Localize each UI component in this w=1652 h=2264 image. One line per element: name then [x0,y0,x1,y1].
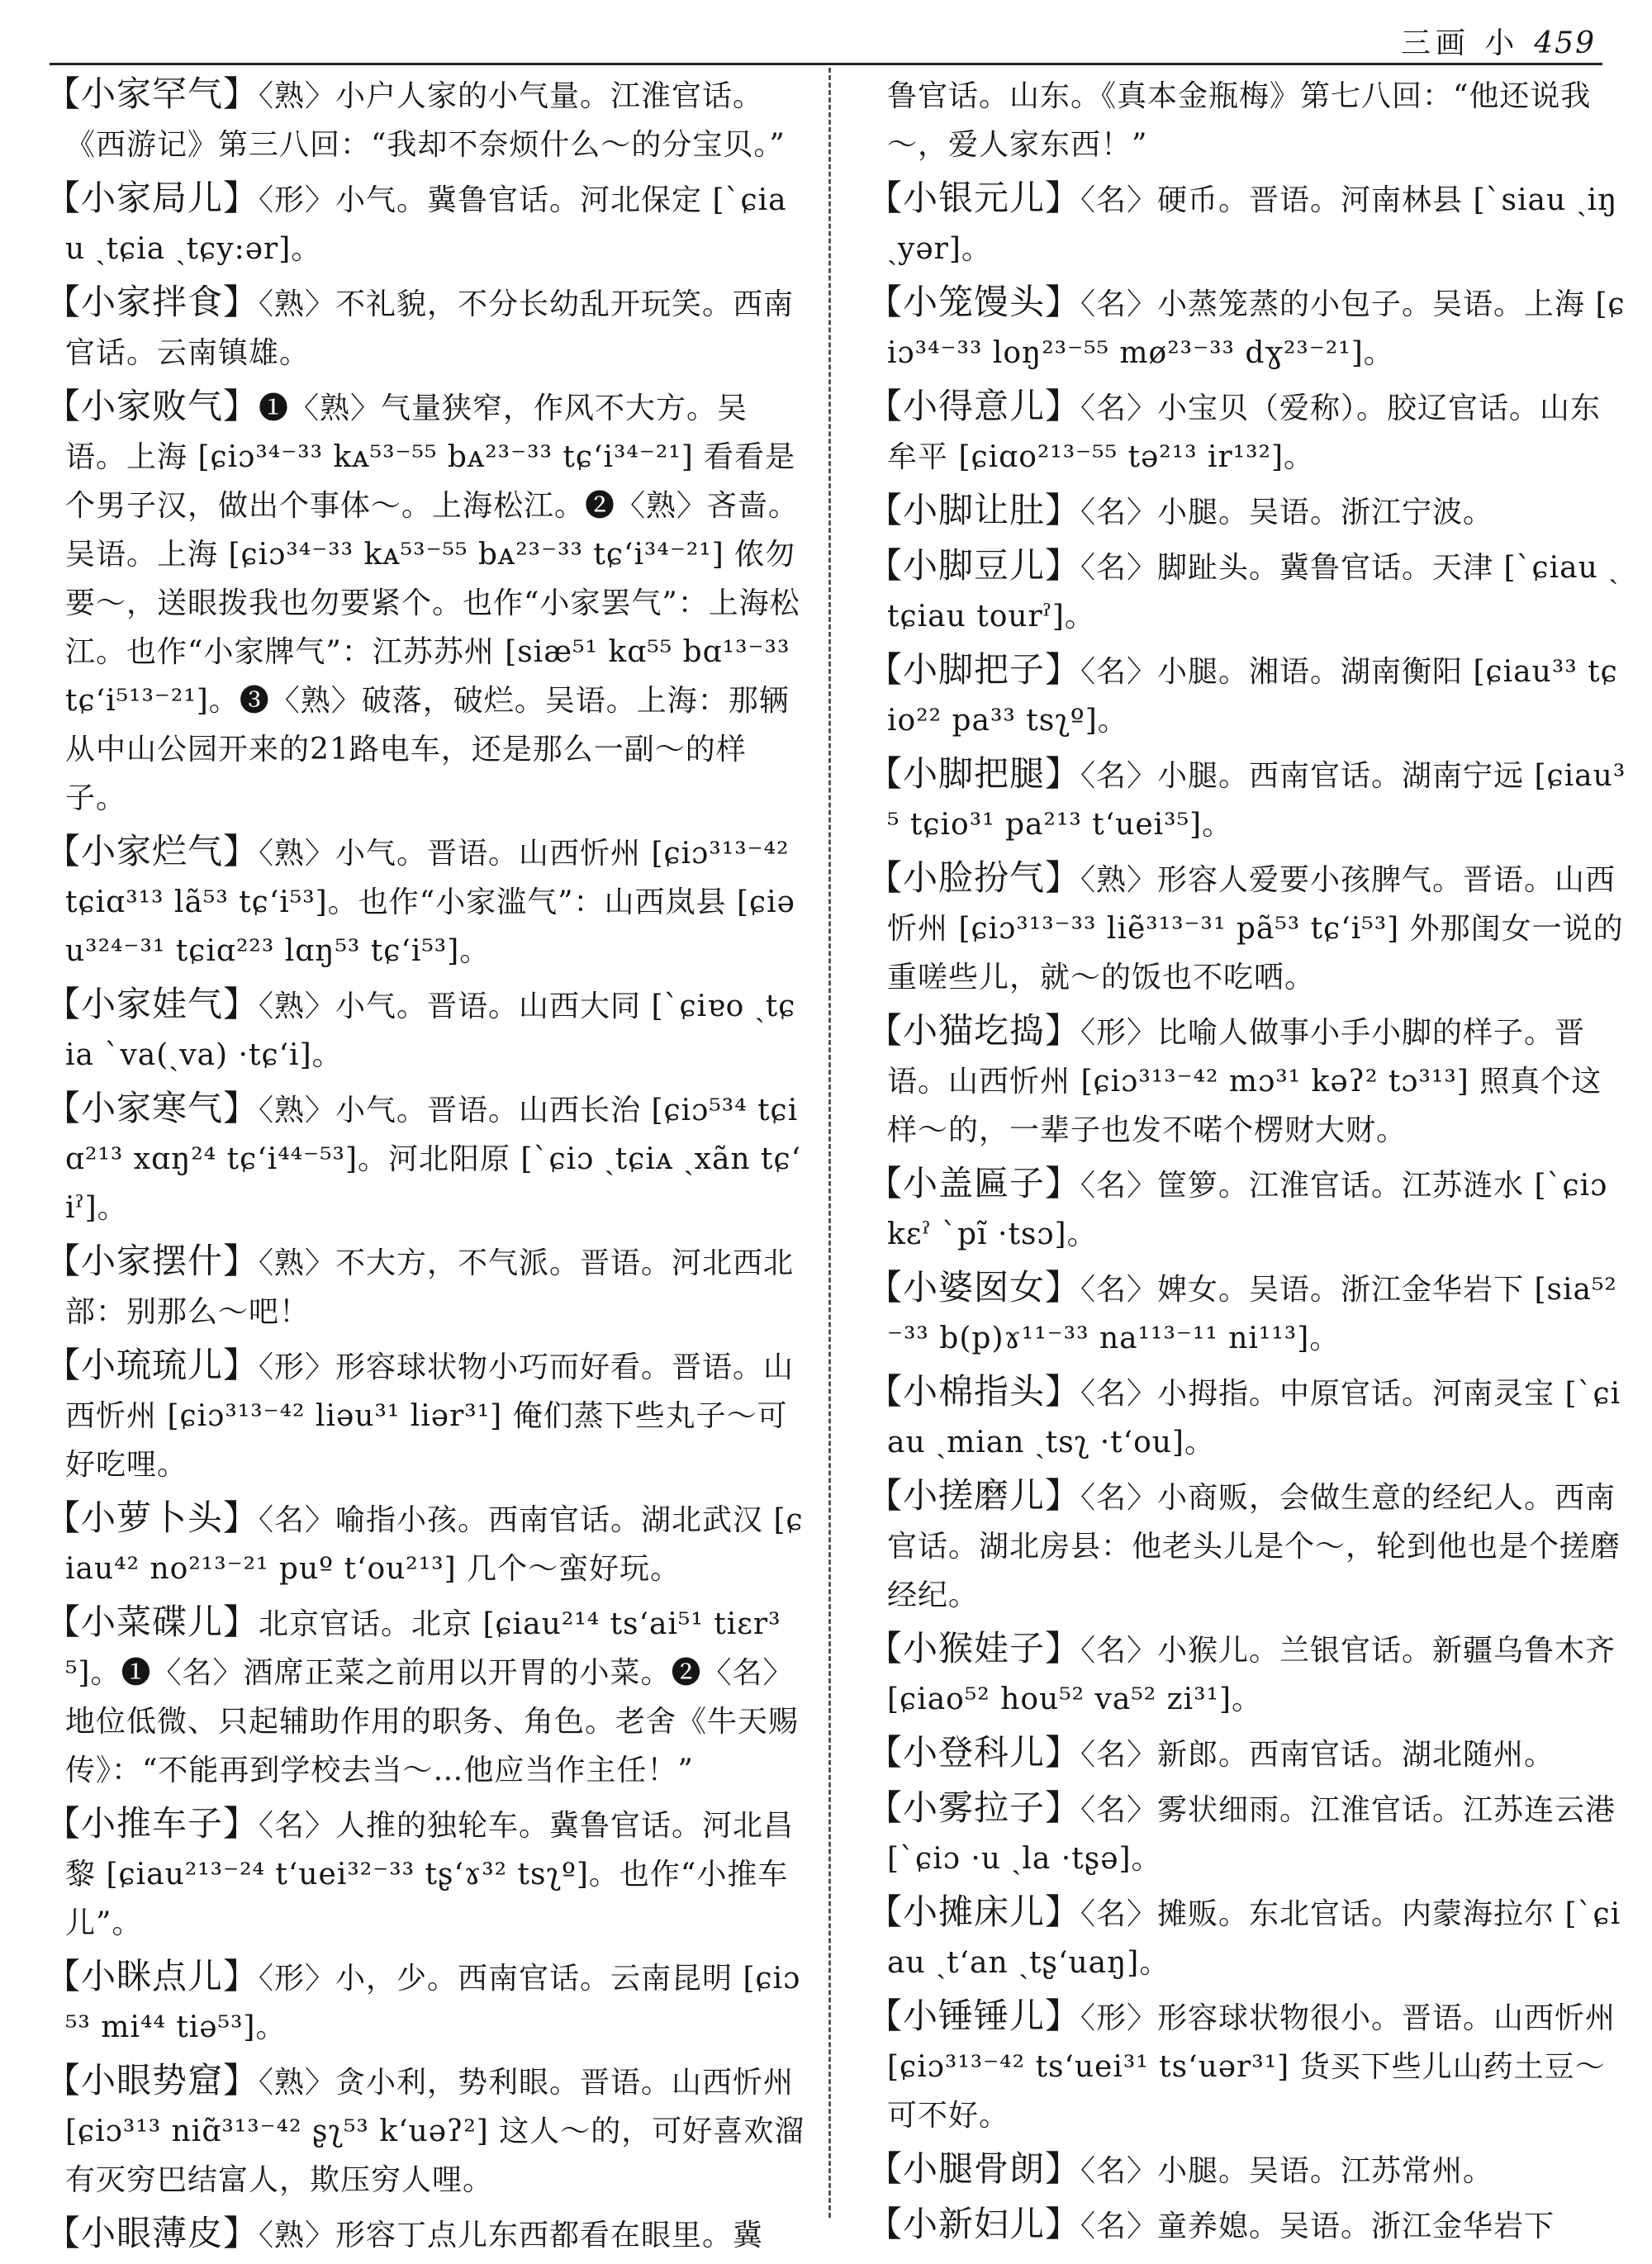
dictionary-entry [867,278,1627,377]
entry-headword: 【小银元儿】 [867,178,1081,218]
header-rule [50,63,1602,65]
dictionary-entry [45,1341,805,1489]
dictionary-entry [867,382,1627,482]
dictionary-entry [867,173,1627,273]
entry-headword: 【小猫圪捣】 [867,1010,1081,1051]
entry-definition: 〈熟〉不大方，不气派。晋语。河北西北部：别那么～吧！ [65,1246,795,1329]
entry-headword: 【小盖匾子】 [867,1163,1081,1203]
entry-headword: 【小萝卜头】 [45,1497,259,1538]
entry-definition: 〈形〉小气。冀鲁官话。河北保定 [ˋɕiau ˏtɕia ˏtɕy:ər]。 [65,183,787,266]
entry-definition: 〈名〉童养媳。吴语。浙江金华岩下 [1080,2209,1555,2243]
entry-headword: 【小家娃气】 [45,984,259,1024]
entry-headword: 【小家局儿】 [45,178,259,218]
entry-definition: 〈名〉小商贩，会做生意的经纪人。西南官话。湖北房县：他老头儿是个～，轮到他也是个搓磨经纪。 [887,1481,1621,1612]
entry-headword: 【小眼薄皮】 [45,2213,259,2253]
entry-definition: 鲁官话。山东。《真本金瓶梅》第七八回：“他还说我～，爱人家东西！” [887,79,1592,162]
dictionary-entry [45,1084,805,1232]
dictionary-entry [45,1493,805,1593]
entry-headword: 【小摊床儿】 [867,1891,1081,1932]
entry-definition: 〈名〉小蒸笼蒸的小包子。吴语。上海 [ɕiɔ³⁴⁻³³ loŋ²³⁻⁵⁵ mø²³⁻³³ dɣ²³⁻²¹]。 [887,287,1626,370]
dictionary-entry [867,541,1627,641]
entry-headword: 【小脚豆儿】 [867,545,1081,586]
dictionary-entry [45,1597,805,1795]
entry-definition: 〈熟〉形容人爱要小孩脾气。晋语。山西忻州 [ɕiɔ³¹³⁻³³ liẽ³¹³⁻³¹ pã⁵³ tɕʻi⁵³] 外那闺女一说的重嗟些儿，就～的饭也不吃哂。 [887,863,1624,994]
entry-definition: 〈名〉摊贩。东北官话。内蒙海拉尔 [ˋɕiau ˏtʻan ˏtʂʻuaŋ]。 [887,1897,1621,1980]
dictionary-entry [867,1624,1627,1724]
entry-definition: 〈名〉雾状细雨。江淮官话。江苏连云港 [ˋɕiɔ ·u ˏla ·tʂə]。 [887,1793,1616,1876]
entry-definition: 〈名〉小腿。湘语。湖南衡阳 [ɕiau³³ tɕio²² pa³³ tsʅº]。 [887,655,1618,738]
page-header [50,15,1602,61]
entry-headword: 【小家摆什】 [45,1241,259,1281]
dictionary-entry [45,1799,805,1948]
entry-headword: 【小家拌食】 [45,282,259,322]
left-column [45,69,805,2264]
entry-headword: 【小腿骨朗】 [867,2148,1081,2189]
entry-definition: 〈名〉筐箩。江淮官话。江苏涟水 [ˋɕiɔ kɛˀ ˋpĩ ·tsɔ]。 [887,1169,1608,1251]
dictionary-entry [45,827,805,975]
entry-headword: 【小琉琉儿】 [45,1345,259,1385]
entry-definition: 〈熟〉小气。晋语。山西忻州 [ɕiɔ³¹³⁻⁴² tɕiɑ³¹³ lã⁵³ tɕʻi⁵³]。也作“小家滥气”：山西岚县 [ɕiəu³²⁴⁻³¹ tɕiɑ²²³ lɑŋ⁵³ tɕʻi⁵³]。 [65,837,795,968]
entry-headword: 【小眯点儿】 [45,1956,259,1996]
entry-definition: 〈形〉小，少。西南官话。云南昆明 [ɕiɔ⁵³ mi⁴⁴ tiə⁵³]。 [65,1962,801,2044]
dictionary-entry [45,2056,805,2205]
entry-headword: 【小婆囡女】 [867,1267,1081,1308]
column-divider [828,68,831,2218]
entry-headword: 【小脸扮气】 [867,857,1081,898]
dictionary-entry [867,486,1627,537]
entry-definition: 〈熟〉贪小利，势利眼。晋语。山西忻州 [ɕiɔ³¹³ niɑ̃³¹³⁻⁴² ʂʅ⁵³ kʻuəʔ²] 这人～的，可好喜欢溜有灭穷巴结富人，欺压穷人哩。 [65,2066,805,2197]
running-header [1401,20,1596,62]
entry-definition: 〈名〉脚趾头。冀鲁官话。天津 [ˋɕiau ˏtɕiau tourˀ]。 [887,551,1620,634]
dictionary-entry [867,1263,1627,1363]
dictionary-entry [867,749,1627,849]
right-column [867,69,1627,2255]
entry-headword: 【小登科儿】 [867,1732,1081,1773]
entry-headword: 【小脚让肚】 [867,490,1081,530]
entry-headword: 【小猴娃子】 [867,1628,1081,1668]
entry-definition: 北京官话。北京 [ɕiau²¹⁴ tsʻai⁵¹ tiɛr³⁵]。❶〈名〉酒席正菜之前用以开胃的小菜。❷〈名〉地位低微、只起辅助作用的职务、角色。老舍《牛天赐传》：“不能再到学校去当～…他应当作主任！” [65,1607,800,1787]
entry-definition: 〈名〉小腿。西南官话。湖南宁远 [ɕiau³⁵ tɕio³¹ pa²¹³ tʻuei³⁵]。 [887,759,1626,842]
entry-definition: 〈熟〉不礼貌，不分长幼乱开玩笑。西南官话。云南镇雄。 [65,287,795,370]
entry-definition: 〈熟〉形容丁点儿东西都看在眼里。冀 [259,2219,764,2252]
entry-headword: 【小家寒气】 [45,1088,259,1128]
dictionary-entry [45,980,805,1080]
entry-definition: 〈名〉婢女。吴语。浙江金华岩下 [sia⁵²⁻³³ b(p)ɤ¹¹⁻³³ na¹¹³⁻¹¹ ni¹¹³]。 [887,1273,1617,1355]
entry-headword: 【小新妇儿】 [867,2204,1081,2244]
entry-headword: 【小脚把腿】 [867,753,1081,794]
dictionary-entry [45,1236,805,1336]
entry-definition: 〈形〉形容球状物小巧而好看。晋语。山西忻州 [ɕiɔ³¹³⁻⁴² liəu³¹ liər³¹] 俺们蒸下些丸子～可好吃哩。 [65,1350,795,1482]
dictionary-entry [867,69,1627,169]
entry-definition: 〈名〉新郎。西南官话。湖北随州。 [1080,1738,1555,1772]
dictionary-entry [867,1159,1627,1259]
dictionary-entry [867,1728,1627,1779]
dictionary-entry [45,278,805,377]
entry-definition: 〈名〉小拇指。中原官话。河南灵宝 [ˋɕiau ˏmian ˏtsʅ ·tʻou]。 [887,1377,1621,1459]
dictionary-entry [45,382,805,823]
entry-headword: 【小家败气】 [45,386,259,426]
entry-headword: 【小菜碟儿】 [45,1602,259,1642]
entry-definition: 〈熟〉小气。晋语。山西大同 [ˋɕiɐo ˏtɕia ˋva(ˏva) ·tɕʻi]。 [65,990,796,1072]
entry-definition: 〈名〉喻指小孩。西南官话。湖北武汉 [ɕiau⁴² no²¹³⁻²¹ puº tʻou²¹³] 几个～蛮好玩。 [65,1503,804,1586]
entry-definition: 〈形〉比喻人做事小手小脚的样子。晋语。山西忻州 [ɕiɔ³¹³⁻⁴² mɔ³¹ kəʔ² tɔ³¹³] 照真个这样～的，一辈子也发不喏个楞财大财。 [887,1016,1602,1147]
entry-definition: 〈名〉小宝贝（爱称）。胶辽官话。山东牟平 [ɕiɑo²¹³⁻⁵⁵ tə²¹³ ir¹³²]。 [887,392,1602,474]
header-section: 三画 小 [1400,26,1520,60]
entry-headword: 【小笼馒头】 [867,282,1081,322]
dictionary-entry [45,69,805,169]
entry-definition: 〈名〉小腿。吴语。浙江宁波。 [1080,496,1494,529]
dictionary-entry [867,853,1627,1002]
dictionary-entry [45,2209,805,2260]
dictionary-entry [867,645,1627,745]
entry-headword: 【小家罕气】 [45,74,259,114]
entry-headword: 【小棉指头】 [867,1371,1081,1412]
dictionary-entry [867,1991,1627,2140]
entry-headword: 【小家烂气】 [45,831,259,871]
entry-headword: 【小得意儿】 [867,386,1081,426]
dictionary-entry [45,1952,805,2052]
entry-definition: 〈形〉形容球状物很小。晋语。山西忻州 [ɕiɔ³¹³⁻⁴² tsʻuei³¹ tsʻuər³¹] 货买下些儿山药土豆～可不好。 [887,2001,1616,2133]
dictionary-entry [867,2144,1627,2195]
entry-headword: 【小锤锤儿】 [867,1996,1081,2036]
dictionary-entry [867,1887,1627,1987]
dictionary-entry [867,1471,1627,1620]
entry-headword: 【小眼势窟】 [45,2060,259,2100]
entry-definition: 〈名〉人推的独轮车。冀鲁官话。河北昌黎 [ɕiau²¹³⁻²⁴ tʻuei³²⁻³³ tʂʻɤ³² tsʅº]。也作“小推车儿”。 [65,1809,795,1940]
dictionary-entry [867,1006,1627,1155]
entry-headword: 【小脚把子】 [867,649,1081,690]
entry-definition: ❶〈熟〉气量狭窄，作风不大方。吴语。上海 [ɕiɔ³⁴⁻³³ kᴀ⁵³⁻⁵⁵ bᴀ²³⁻³³ tɕʻi³⁴⁻²¹] 看看是个男子汉，做出个事体～。上海松江。❷〈熟〉吝啬。吴语。上海 [ɕiɔ³⁴⁻³³ kᴀ⁵³⁻⁵⁵ bᴀ²³⁻³³ tɕʻi³⁴⁻²¹] 侬勿要～，送眼拨我也勿要紧个。也作“小家罢气”：上海松江。也作“小家牌气”：江苏苏州 [siæ⁵¹ kɑ⁵⁵ bɑ¹³⁻³³ tɕʻi⁵¹³⁻²¹]。❸〈熟〉破落，破烂。吴语。上海：那辆从中山公园开来的21路电车，还是那么一副～的样子。 [65,392,800,815]
page-number: 459 [1534,26,1596,60]
dictionary-entry [867,2200,1627,2251]
dictionary-entry [867,1783,1627,1883]
entry-headword: 【小推车子】 [45,1803,259,1844]
entry-headword: 【小雾拉子】 [867,1787,1081,1828]
entry-definition: 〈熟〉小户人家的小气量。江淮官话。《西游记》第三八回：“我却不奈烦什么～的分宝贝。” [65,79,786,162]
entry-definition: 〈名〉小腿。吴语。江苏常州。 [1080,2154,1494,2188]
dictionary-entry [867,1367,1627,1467]
entry-definition: 〈名〉小猴儿。兰银官话。新疆乌鲁木齐 [ɕiao⁵² hou⁵² va⁵² zi³¹]。 [887,1634,1616,1716]
entry-definition: 〈熟〉小气。晋语。山西长治 [ɕiɔ⁵³⁴ tɕiɑ²¹³ xɑŋ²⁴ tɕʻi⁴⁴⁻⁵³]。河北阳原 [ˋɕiɔ ˏtɕiᴀ ˏxãn tɕʻiˀ]。 [65,1094,802,1225]
dictionary-entry [45,173,805,273]
entry-definition: 〈名〉硬币。晋语。河南林县 [ˋsiau ˏiŋ ˏyər]。 [887,183,1618,266]
entry-headword: 【小搓磨儿】 [867,1475,1081,1516]
